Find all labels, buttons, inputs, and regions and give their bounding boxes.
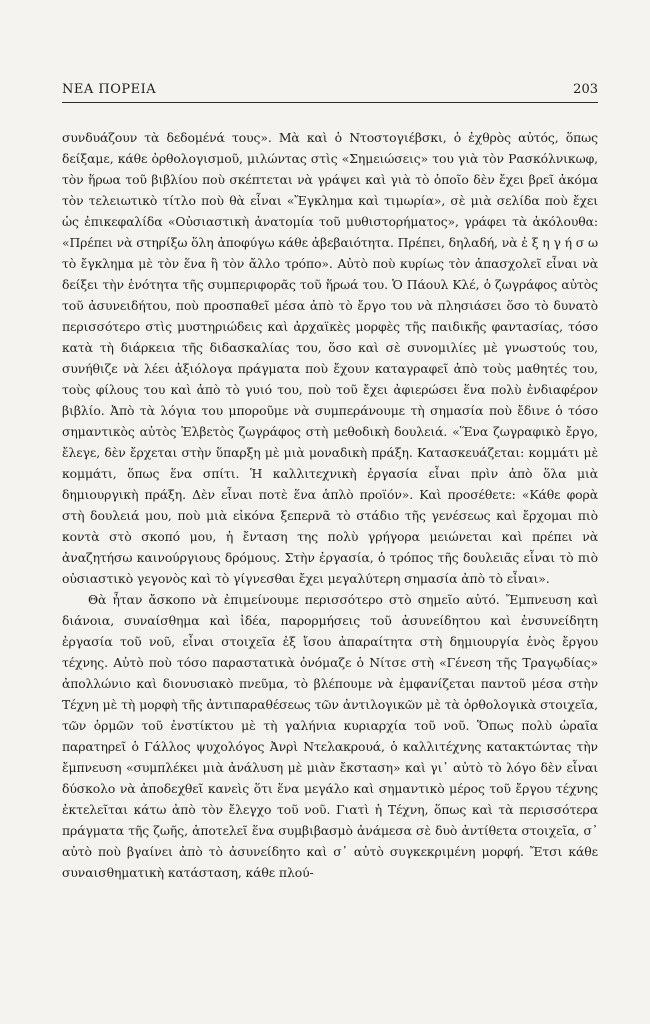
page-number: 203 bbox=[573, 82, 598, 97]
paragraph: συνδυάζουν τὰ δεδομένά τους». Μὰ καὶ ὁ Ντοστογιέβσκι, ὁ ἐχθρὸς αὐτός, ὅπως δείξαμε, κάθε ὀρθολογισμοῦ, μιλώντας στὶς «Σημειώσεις» του γιὰ τὸν Ρασκόλνικωφ, τὸν ἥρωα τοῦ βιβλίου ποὺ σκέπτεται νὰ γράψει καὶ γιὰ τὸ ὁποῖο δὲν ἔχει βρεῖ ἀκόμα τὸν τελειωτικὸ τίτλο ποὺ θὰ εἶναι «Ἔγκλημα καὶ τιμωρία», σὲ μιὰ σελίδα ποὺ ἔχει ὡς ἐπικεφαλίδα «Οὐσιαστικὴ ἀνατομία τοῦ μυθιστορήματος», γράφει τὰ ἀκόλουθα: «Πρέπει νὰ στηρίξω ὅλη ἀποφύγω κάθε ἀβεβαιότητα. Πρέπει, δηλαδή, νὰ ἐ ξ η γ ή σ ω τὸ ἔγκλημα μὲ τὸν ἕνα ἢ τὸν ἄλλο τρόπο». Αὐτὸ ποὺ κυρίως τὸν ἀπασχολεῖ εἶναι νὰ δείξει τὴν ἑνότητα τῆς συμπεριφορᾶς τοῦ ἥρωά του. Ὁ Πάουλ Κλέ, ὁ ζωγράφος αὐτὸς τοῦ ἀσυνειδήτου, ποὺ προσπαθεῖ μέσα ἀπὸ τὸ ἔργο του νὰ πλησιάσει ὅσο τὸ δυνατὸ περισσότερο στὶς μυστηριώδεις καὶ ἀρχαϊκὲς μορφὲς τῆς παιδικῆς φαντασίας, τόσο κατὰ τὴ διάρκεια τῆς διδασκαλίας του, ὅσο καὶ σὲ συνομιλίες μὲ γνωστούς του, συνήθιζε νὰ λέει ἀξιόλογα πράγματα ποὺ ἔχουν καταγραφεῖ ἀπὸ τοὺς μαθητές του, τοὺς φίλους του καὶ ἀπὸ τὸ γυιό του, ποὺ τοῦ ἔχει ἀφιερώσει ἕνα πολὺ ἐνδιαφέρον βιβλίο. Ἀπὸ τὰ λόγια του μποροῦμε νὰ συμπεράνουμε τὴ σημασία ποὺ ἔδινε ὁ τόσο σημαντικὸς αὐτὸς Ἑλβετὸς ζωγράφος στὴ μεθοδικὴ δουλειά. «Ἕνα ζωγραφικὸ ἔργο, ἔλεγε, δὲν ἔρχεται στὴν ὕπαρξη μὲ μιὰ μοναδικὴ πράξη. Κατασκευάζεται: κομμάτι μὲ κομμάτι, ὅπως ἕνα σπίτι. Ἡ καλλιτεχνικὴ ἐργασία εἶναι πρὶν ἀπὸ ὅλα μιὰ δημιουργικὴ πράξη. Δὲν εἶναι ποτὲ ἕνα ἁπλὸ προϊόν». Καὶ προσέθετε: «Κάθε φορὰ στὴ δουλειά μου, ποὺ μιὰ εἰκόνα ξεπερνᾶ τὸ στάδιο τῆς γενέσεως καὶ ἔρχομαι πιὸ κοντὰ στὸ σκοπό μου, ἡ ἔνταση της πολὺ γρήγορα μειώνεται καὶ πρέπει νὰ ἀναζητήσω καινούργιους δρόμους. Στὴν ἐργασία, ὁ τρόπος τῆς δουλειᾶς εἶναι τὸ πιὸ οὐσιαστικὸ γεγονὸς καὶ τὸ γίγνεσθαι ἔχει μεγαλύτερη σημασία ἀπὸ τὸ εἶναι». bbox=[62, 130, 598, 586]
body-text bbox=[62, 127, 598, 883]
running-header bbox=[62, 80, 598, 103]
running-title: ΝΕΑ ΠΟΡΕΙΑ bbox=[62, 82, 157, 97]
paragraph: Θὰ ἦταν ἄσκοπο νὰ ἐπιμείνουμε περισσότερο στὸ σημεῖο αὐτό. Ἔμπνευση καὶ διάνοια, συναίσθημα καὶ ἰδέα, παρορμήσεις τοῦ ἀσυνείδητου καὶ ἐνσυνείδητη ἐργασία τοῦ νοῦ, εἶναι στοιχεῖα ἐξ ἴσου ἀπαραίτητα στὴ δημιουργία ἑνὸς ἔργου τέχνης. Αὐτὸ ποὺ τόσο παραστατικὰ ὀνόμαζε ὁ Νίτσε στὴ «Γένεση τῆς Τραγῳδίας» ἀπολλώνιο καὶ διονυσιακὸ πνεῦμα, τὸ βλέπουμε νὰ ἐμφανίζεται παντοῦ μέσα στὴν Τέχνη μὲ τὴ μορφὴ τῆς ἀντιπαραθέσεως τῶν ἀντιλογικῶν μὲ τὰ ὀρθολογικὰ στοιχεῖα, τῶν ὁρμῶν τοῦ ἐνστίκτου μὲ τὴ γαλήνια κυριαρχία τοῦ νοῦ. Ὅπως πολὺ ὡραῖα παρατηρεῖ ὁ Γάλλος ψυχολόγος Ἀνρὶ Ντελακρουά, ὁ καλλιτέχνης κατακτώντας τὴν ἔμπνευση «συμπλέκει μιὰ ἀνάλυση μὲ μιὰν ἔκσταση» καὶ γι᾽ αὐτὸ τὸ λόγο δὲν εἶναι δύσκολο νὰ ἀποδεχθεῖ κανεὶς ὅτι ἕνα μεγάλο καὶ σημαντικὸ μέρος τοῦ ἔργου τέχνης ἐκτελεῖται κάτω ἀπὸ τὸν ἔλεγχο τοῦ νοῦ. Γιατὶ ἡ Τέχνη, ὅπως καὶ τὰ περισσότερα πράγματα τῆς ζωῆς, ἀποτελεῖ ἕνα συμβιβασμὸ ἀνάμεσα σὲ δυὸ ἀντίθετα στοιχεῖα, σ᾽ αὐτὸ ποὺ βγαίνει ἀπὸ τὸ ἀσυνείδητο καὶ σ᾽ αὐτὸ συγκεκριμένη μορφή. Ἔτσι κάθε συναισθηματικὴ κατάσταση, κάθε πλού- bbox=[62, 592, 598, 880]
